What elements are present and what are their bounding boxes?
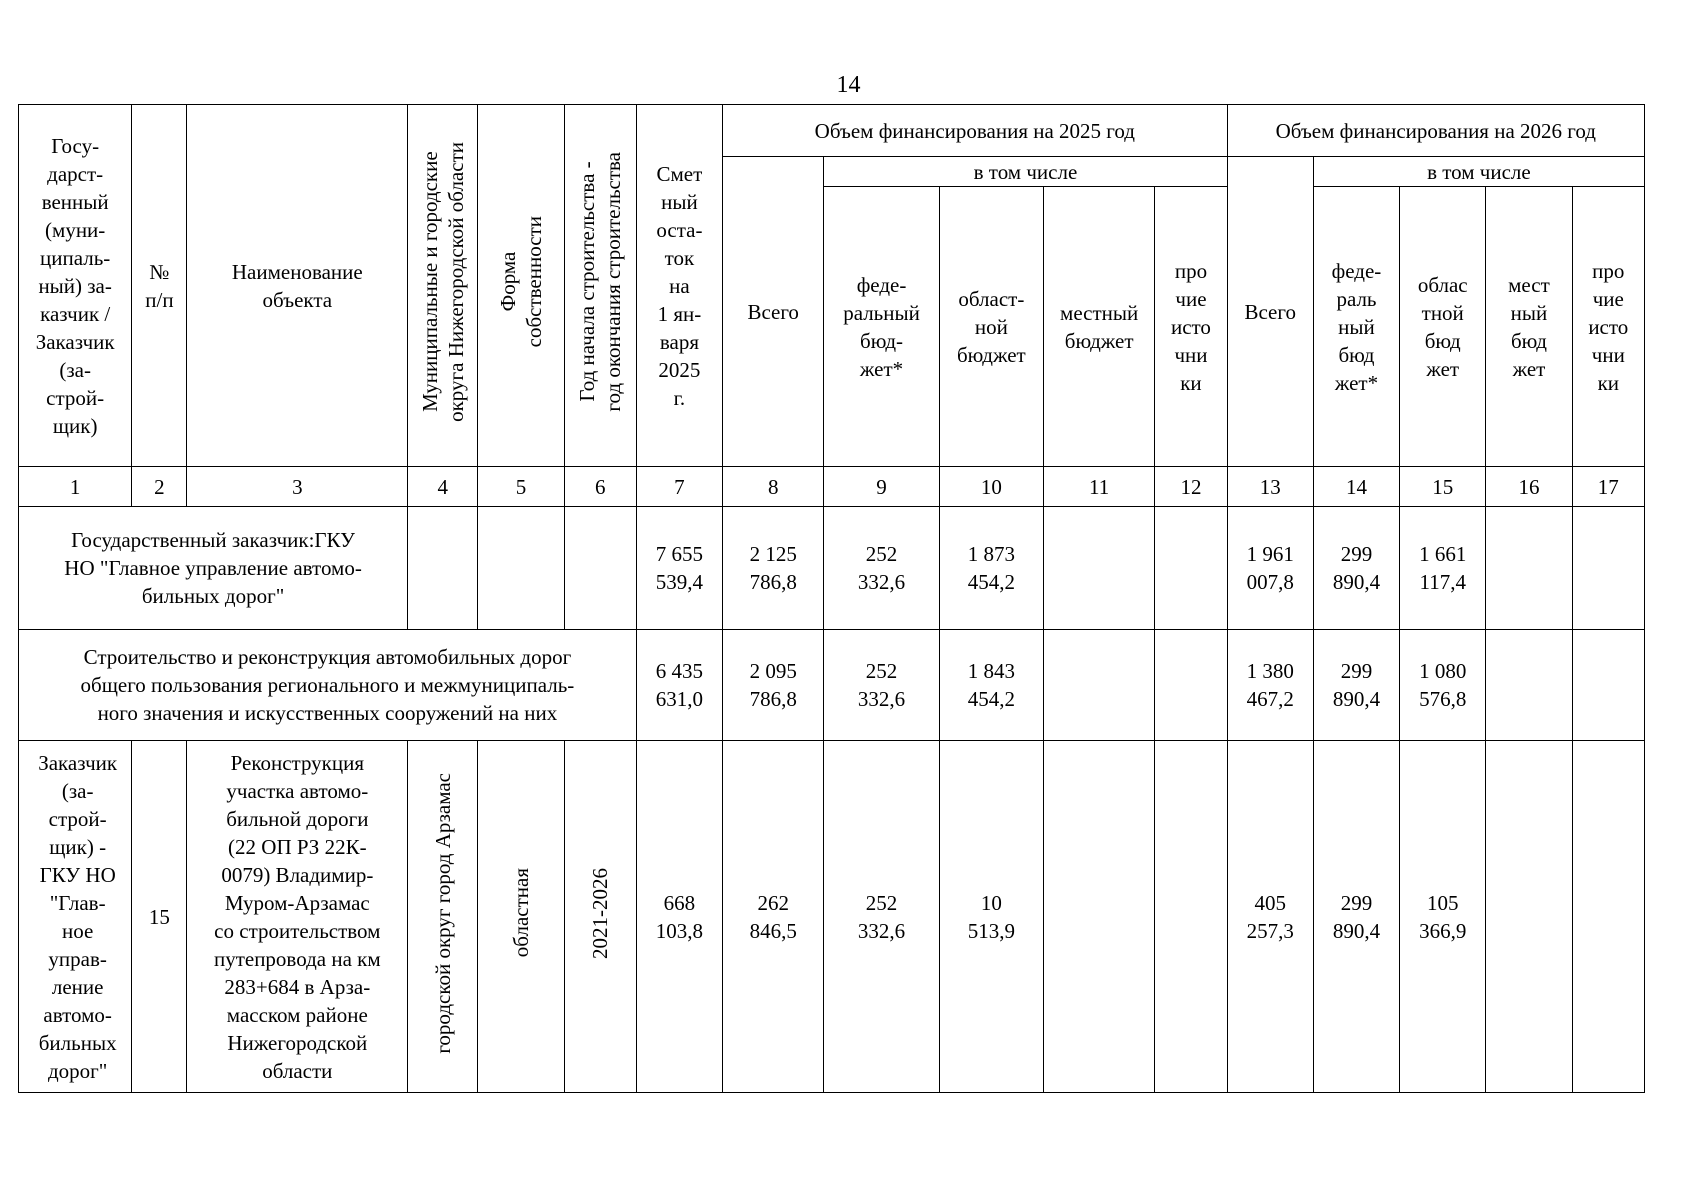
cell-empty bbox=[1486, 507, 1572, 630]
cell-total-2026: 405 257,3 bbox=[1227, 741, 1313, 1093]
cell-empty bbox=[1044, 630, 1155, 741]
cell-reg-2025: 1 843 454,2 bbox=[939, 630, 1043, 741]
hdr-reg-2026: облас тной бюд жет bbox=[1400, 187, 1486, 467]
col-num: 8 bbox=[723, 467, 824, 507]
item-num: 15 bbox=[132, 741, 187, 1093]
hdr-remaining: Смет ный оста- ток на 1 ян- варя 2025 г. bbox=[636, 105, 722, 467]
col-num: 2 bbox=[132, 467, 187, 507]
cell-total-2025: 2 095 786,8 bbox=[723, 630, 824, 741]
hdr-including-2026: в том числе bbox=[1313, 157, 1644, 187]
col-num: 12 bbox=[1155, 467, 1227, 507]
cell-empty bbox=[1155, 741, 1227, 1093]
hdr-total-2026: Всего bbox=[1227, 157, 1313, 467]
col-num: 1 bbox=[19, 467, 132, 507]
item-object-name: Реконструкция участка автомо- бильной дороги (22 ОП РЗ 22К- 0079) Владимир- Муром-Арзамас со строительством путепровода на км 283+684 в Арза- масском районе Нижегородской области bbox=[187, 741, 408, 1093]
cell-remaining: 7 655 539,4 bbox=[636, 507, 722, 630]
hdr-reg-2025: област- ной бюджет bbox=[939, 187, 1043, 467]
item-municipality: городской округ город Арзамас bbox=[408, 741, 478, 1093]
hdr-ownership: Форма собственности bbox=[478, 105, 564, 467]
hdr-including-2025: в том числе bbox=[824, 157, 1227, 187]
section-row bbox=[19, 630, 1645, 741]
cell-total-2026: 1 961 007,8 bbox=[1227, 507, 1313, 630]
cell-empty bbox=[1044, 741, 1155, 1093]
col-num: 13 bbox=[1227, 467, 1313, 507]
item-years: 2021-2026 bbox=[564, 741, 636, 1093]
cell-remaining: 6 435 631,0 bbox=[636, 630, 722, 741]
hdr-years: Год начала строительства - год окончания строительства bbox=[564, 105, 636, 467]
page-number: 14 bbox=[836, 72, 861, 98]
state-customer-label: Государственный заказчик:ГКУ НО "Главное управление автомо- бильных дорог" bbox=[19, 507, 408, 630]
cell-empty bbox=[1572, 630, 1644, 741]
cell-empty bbox=[564, 507, 636, 630]
cell-empty bbox=[1486, 630, 1572, 741]
hdr-total-2025: Всего bbox=[723, 157, 824, 467]
hdr-funding-2025: Объем финансирования на 2025 год bbox=[723, 105, 1228, 157]
hdr-oth-2026: про чие исто чни ки bbox=[1572, 187, 1644, 467]
col-num: 4 bbox=[408, 467, 478, 507]
cell-empty bbox=[1155, 630, 1227, 741]
hdr-funding-2026: Объем финансирования на 2026 год bbox=[1227, 105, 1644, 157]
cell-empty bbox=[1572, 741, 1644, 1093]
cell-fed-2026: 299 890,4 bbox=[1313, 630, 1399, 741]
hdr-customer: Госу- дарст- венный (муни- ципаль- ный) за- казчик / Заказчик (за- строй- щик) bbox=[19, 105, 132, 467]
cell-fed-2025: 252 332,6 bbox=[824, 507, 939, 630]
cell-empty bbox=[478, 507, 564, 630]
hdr-loc-2026: мест ный бюд жет bbox=[1486, 187, 1572, 467]
hdr-loc-2025: местный бюджет bbox=[1044, 187, 1155, 467]
col-num: 6 bbox=[564, 467, 636, 507]
hdr-fed-2026: феде- раль ный бюд жет* bbox=[1313, 187, 1399, 467]
col-num: 5 bbox=[478, 467, 564, 507]
cell-fed-2025: 252 332,6 bbox=[824, 630, 939, 741]
cell-reg-2025: 10 513,9 bbox=[939, 741, 1043, 1093]
cell-fed-2026: 299 890,4 bbox=[1313, 507, 1399, 630]
cell-total-2025: 2 125 786,8 bbox=[723, 507, 824, 630]
col-num: 3 bbox=[187, 467, 408, 507]
cell-total-2026: 1 380 467,2 bbox=[1227, 630, 1313, 741]
cell-empty bbox=[1486, 741, 1572, 1093]
hdr-object-name: Наименование объекта bbox=[187, 105, 408, 467]
cell-fed-2026: 299 890,4 bbox=[1313, 741, 1399, 1093]
hdr-fed-2025: феде- ральный бюд- жет* bbox=[824, 187, 939, 467]
cell-empty bbox=[1155, 507, 1227, 630]
cell-reg-2026: 1 661 117,4 bbox=[1400, 507, 1486, 630]
item-customer: Заказчик (за- строй- щик) - ГКУ НО "Глав- ное управ- ление автомо- бильных дорог" bbox=[19, 741, 132, 1093]
hdr-municipality: Муниципальные и городские округа Нижегородской области bbox=[408, 105, 478, 467]
col-num: 10 bbox=[939, 467, 1043, 507]
item-row bbox=[19, 741, 1645, 1093]
financing-table bbox=[18, 104, 1645, 1093]
col-num: 9 bbox=[824, 467, 939, 507]
hdr-oth-2025: про чие исто чни ки bbox=[1155, 187, 1227, 467]
col-num: 14 bbox=[1313, 467, 1399, 507]
cell-total-2025: 262 846,5 bbox=[723, 741, 824, 1093]
cell-reg-2026: 105 366,9 bbox=[1400, 741, 1486, 1093]
hdr-num: № п/п bbox=[132, 105, 187, 467]
col-num: 11 bbox=[1044, 467, 1155, 507]
col-num: 17 bbox=[1572, 467, 1644, 507]
column-numbers-row bbox=[19, 467, 1645, 507]
cell-reg-2026: 1 080 576,8 bbox=[1400, 630, 1486, 741]
cell-empty bbox=[1572, 507, 1644, 630]
section-label: Строительство и реконструкция автомобильных дорог общего пользования регионального и межмуниципаль- ного значения и искусственных сооружений на них bbox=[19, 630, 637, 741]
col-num: 15 bbox=[1400, 467, 1486, 507]
cell-reg-2025: 1 873 454,2 bbox=[939, 507, 1043, 630]
cell-fed-2025: 252 332,6 bbox=[824, 741, 939, 1093]
item-ownership: областная bbox=[478, 741, 564, 1093]
cell-empty bbox=[1044, 507, 1155, 630]
cell-remaining: 668 103,8 bbox=[636, 741, 722, 1093]
col-num: 7 bbox=[636, 467, 722, 507]
col-num: 16 bbox=[1486, 467, 1572, 507]
state-customer-row bbox=[19, 507, 1645, 630]
cell-empty bbox=[408, 507, 478, 630]
